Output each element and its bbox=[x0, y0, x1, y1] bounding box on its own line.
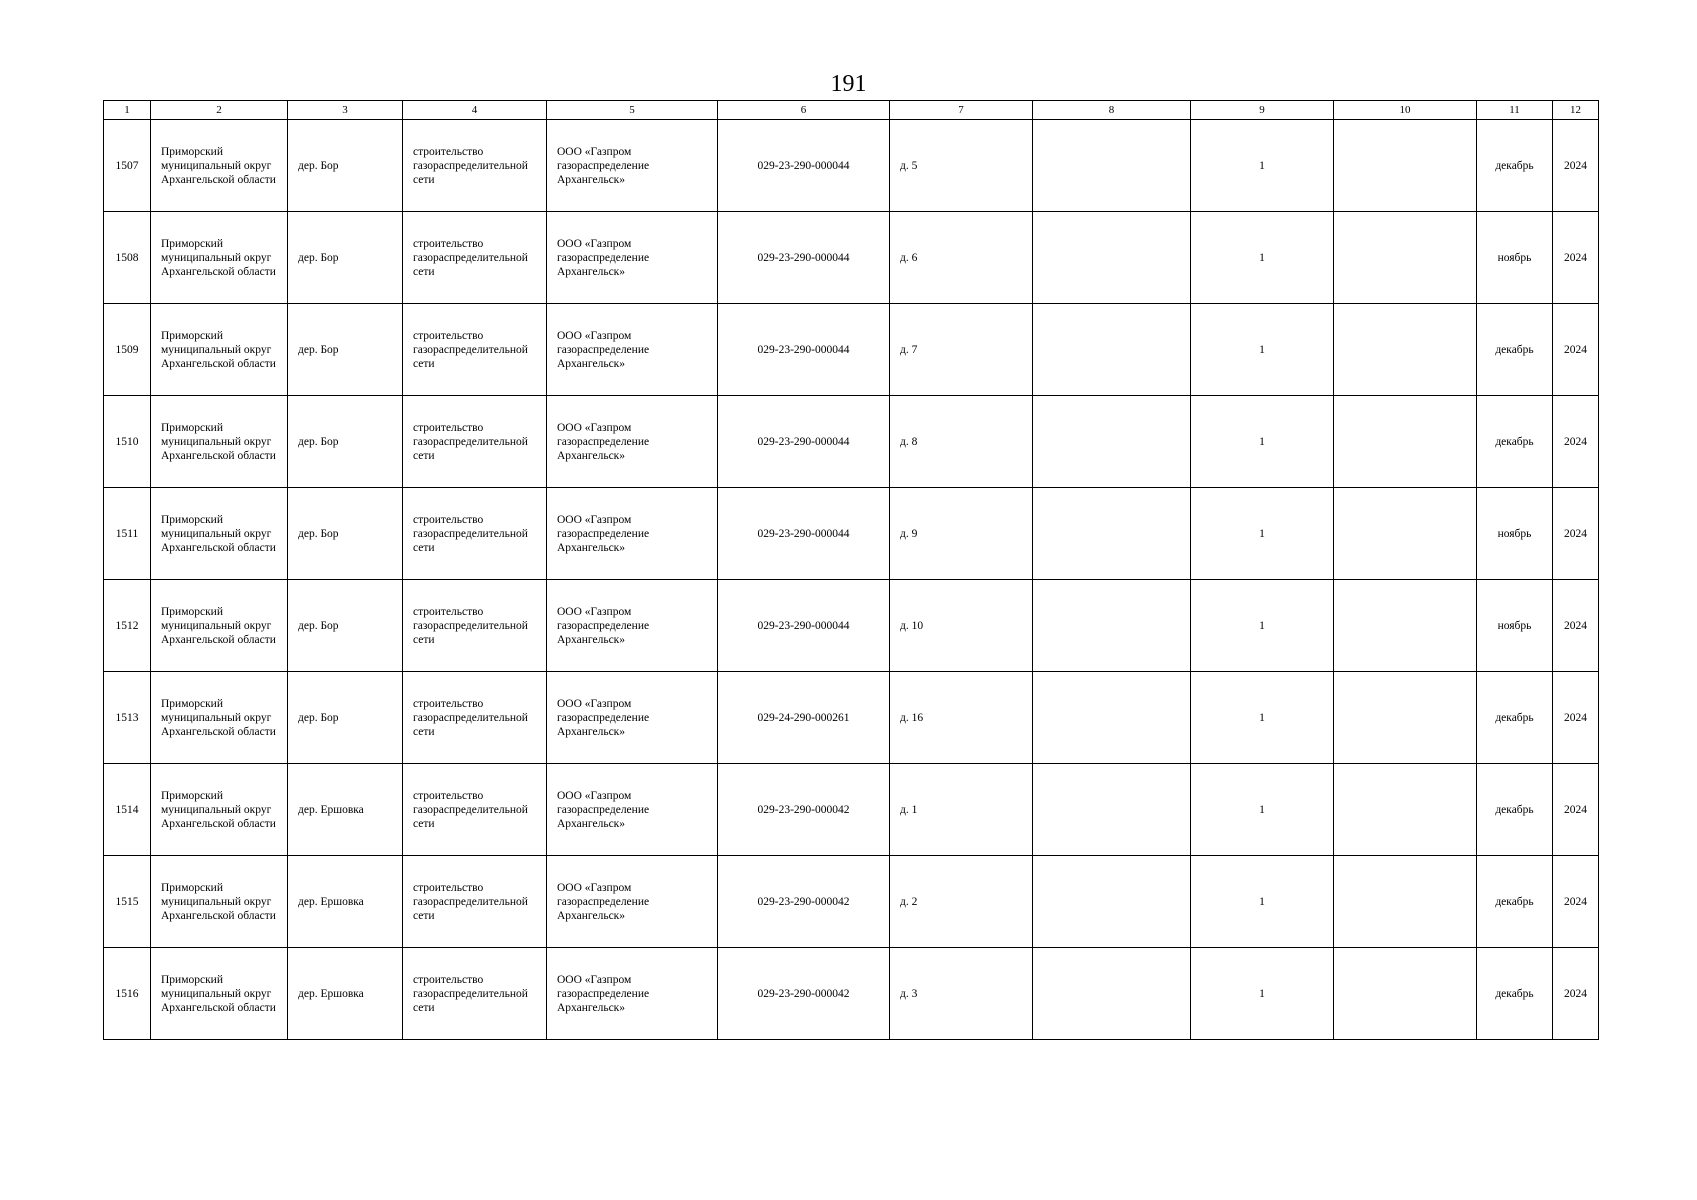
organization-cell: ООО «Газпром газораспределение Архангельск» bbox=[547, 304, 718, 396]
work-type-cell: строительство газораспределительной сети bbox=[403, 488, 547, 580]
work-type-cell: строительство газораспределительной сети bbox=[403, 856, 547, 948]
quantity-cell: 1 bbox=[1191, 856, 1334, 948]
registry-code-cell: 029-23-290-000042 bbox=[718, 856, 890, 948]
table-row bbox=[104, 212, 1599, 304]
column-8-cell bbox=[1033, 948, 1191, 1040]
year-cell: 2024 bbox=[1553, 672, 1599, 764]
work-type-cell: строительство газораспределительной сети bbox=[403, 764, 547, 856]
month-cell: декабрь bbox=[1477, 672, 1553, 764]
district-cell: Приморский муниципальный округ Архангельской области bbox=[151, 856, 288, 948]
column-8-cell bbox=[1033, 212, 1191, 304]
work-type-cell: строительство газораспределительной сети bbox=[403, 672, 547, 764]
locality-cell: дер. Бор bbox=[288, 120, 403, 212]
column-10-cell bbox=[1334, 764, 1477, 856]
row-number-cell: 1508 bbox=[104, 212, 151, 304]
table-row bbox=[104, 396, 1599, 488]
house-cell: д. 2 bbox=[890, 856, 1033, 948]
quantity-cell: 1 bbox=[1191, 120, 1334, 212]
row-number-cell: 1511 bbox=[104, 488, 151, 580]
row-number-cell: 1513 bbox=[104, 672, 151, 764]
column-10-cell bbox=[1334, 120, 1477, 212]
column-header: 8 bbox=[1033, 101, 1191, 120]
row-number-cell: 1514 bbox=[104, 764, 151, 856]
organization-cell: ООО «Газпром газораспределение Архангельск» bbox=[547, 396, 718, 488]
locality-cell: дер. Бор bbox=[288, 580, 403, 672]
column-header: 7 bbox=[890, 101, 1033, 120]
month-cell: декабрь bbox=[1477, 120, 1553, 212]
registry-code-cell: 029-23-290-000042 bbox=[718, 948, 890, 1040]
row-number-cell: 1516 bbox=[104, 948, 151, 1040]
district-cell: Приморский муниципальный округ Архангельской области bbox=[151, 580, 288, 672]
column-header: 4 bbox=[403, 101, 547, 120]
column-8-cell bbox=[1033, 304, 1191, 396]
locality-cell: дер. Бор bbox=[288, 672, 403, 764]
registry-table bbox=[103, 100, 1599, 1040]
column-8-cell bbox=[1033, 580, 1191, 672]
house-cell: д. 6 bbox=[890, 212, 1033, 304]
header-row bbox=[104, 101, 1599, 120]
organization-cell: ООО «Газпром газораспределение Архангельск» bbox=[547, 672, 718, 764]
locality-cell: дер. Бор bbox=[288, 396, 403, 488]
row-number-cell: 1507 bbox=[104, 120, 151, 212]
row-number-cell: 1510 bbox=[104, 396, 151, 488]
year-cell: 2024 bbox=[1553, 304, 1599, 396]
column-header: 1 bbox=[104, 101, 151, 120]
row-number-cell: 1512 bbox=[104, 580, 151, 672]
district-cell: Приморский муниципальный округ Архангельской области bbox=[151, 396, 288, 488]
year-cell: 2024 bbox=[1553, 948, 1599, 1040]
district-cell: Приморский муниципальный округ Архангельской области bbox=[151, 764, 288, 856]
column-header: 11 bbox=[1477, 101, 1553, 120]
year-cell: 2024 bbox=[1553, 764, 1599, 856]
table-row bbox=[104, 764, 1599, 856]
column-header: 12 bbox=[1553, 101, 1599, 120]
quantity-cell: 1 bbox=[1191, 396, 1334, 488]
table-row bbox=[104, 856, 1599, 948]
table-row bbox=[104, 488, 1599, 580]
registry-code-cell: 029-23-290-000042 bbox=[718, 764, 890, 856]
organization-cell: ООО «Газпром газораспределение Архангельск» bbox=[547, 580, 718, 672]
district-cell: Приморский муниципальный округ Архангельской области bbox=[151, 304, 288, 396]
locality-cell: дер. Бор bbox=[288, 212, 403, 304]
registry-code-cell: 029-23-290-000044 bbox=[718, 488, 890, 580]
table-row bbox=[104, 120, 1599, 212]
year-cell: 2024 bbox=[1553, 396, 1599, 488]
work-type-cell: строительство газораспределительной сети bbox=[403, 580, 547, 672]
column-10-cell bbox=[1334, 304, 1477, 396]
column-header: 6 bbox=[718, 101, 890, 120]
table-body bbox=[104, 120, 1599, 1040]
organization-cell: ООО «Газпром газораспределение Архангельск» bbox=[547, 856, 718, 948]
organization-cell: ООО «Газпром газораспределение Архангельск» bbox=[547, 764, 718, 856]
column-10-cell bbox=[1334, 948, 1477, 1040]
quantity-cell: 1 bbox=[1191, 672, 1334, 764]
column-8-cell bbox=[1033, 120, 1191, 212]
locality-cell: дер. Ершовка bbox=[288, 856, 403, 948]
quantity-cell: 1 bbox=[1191, 948, 1334, 1040]
column-header: 3 bbox=[288, 101, 403, 120]
quantity-cell: 1 bbox=[1191, 764, 1334, 856]
registry-code-cell: 029-23-290-000044 bbox=[718, 304, 890, 396]
district-cell: Приморский муниципальный округ Архангельской области bbox=[151, 488, 288, 580]
table-row bbox=[104, 948, 1599, 1040]
column-8-cell bbox=[1033, 488, 1191, 580]
district-cell: Приморский муниципальный округ Архангельской области bbox=[151, 212, 288, 304]
column-header: 10 bbox=[1334, 101, 1477, 120]
column-header: 2 bbox=[151, 101, 288, 120]
page-number: 191 bbox=[830, 71, 867, 97]
table-row bbox=[104, 304, 1599, 396]
column-8-cell bbox=[1033, 856, 1191, 948]
locality-cell: дер. Ершовка bbox=[288, 948, 403, 1040]
work-type-cell: строительство газораспределительной сети bbox=[403, 948, 547, 1040]
work-type-cell: строительство газораспределительной сети bbox=[403, 304, 547, 396]
row-number-cell: 1509 bbox=[104, 304, 151, 396]
column-8-cell bbox=[1033, 672, 1191, 764]
registry-code-cell: 029-23-290-000044 bbox=[718, 396, 890, 488]
month-cell: декабрь bbox=[1477, 948, 1553, 1040]
row-number-cell: 1515 bbox=[104, 856, 151, 948]
registry-code-cell: 029-23-290-000044 bbox=[718, 580, 890, 672]
work-type-cell: строительство газораспределительной сети bbox=[403, 120, 547, 212]
year-cell: 2024 bbox=[1553, 856, 1599, 948]
column-10-cell bbox=[1334, 672, 1477, 764]
registry-code-cell: 029-23-290-000044 bbox=[718, 212, 890, 304]
locality-cell: дер. Бор bbox=[288, 488, 403, 580]
column-header: 5 bbox=[547, 101, 718, 120]
month-cell: ноябрь bbox=[1477, 488, 1553, 580]
organization-cell: ООО «Газпром газораспределение Архангельск» bbox=[547, 488, 718, 580]
organization-cell: ООО «Газпром газораспределение Архангельск» bbox=[547, 948, 718, 1040]
house-cell: д. 16 bbox=[890, 672, 1033, 764]
quantity-cell: 1 bbox=[1191, 212, 1334, 304]
table-row bbox=[104, 580, 1599, 672]
month-cell: ноябрь bbox=[1477, 580, 1553, 672]
registry-code-cell: 029-23-290-000044 bbox=[718, 120, 890, 212]
year-cell: 2024 bbox=[1553, 120, 1599, 212]
district-cell: Приморский муниципальный округ Архангельской области bbox=[151, 120, 288, 212]
work-type-cell: строительство газораспределительной сети bbox=[403, 396, 547, 488]
month-cell: декабрь bbox=[1477, 856, 1553, 948]
house-cell: д. 1 bbox=[890, 764, 1033, 856]
house-cell: д. 5 bbox=[890, 120, 1033, 212]
year-cell: 2024 bbox=[1553, 212, 1599, 304]
house-cell: д. 3 bbox=[890, 948, 1033, 1040]
quantity-cell: 1 bbox=[1191, 580, 1334, 672]
month-cell: декабрь bbox=[1477, 396, 1553, 488]
year-cell: 2024 bbox=[1553, 580, 1599, 672]
work-type-cell: строительство газораспределительной сети bbox=[403, 212, 547, 304]
quantity-cell: 1 bbox=[1191, 488, 1334, 580]
locality-cell: дер. Ершовка bbox=[288, 764, 403, 856]
house-cell: д. 9 bbox=[890, 488, 1033, 580]
table-row bbox=[104, 672, 1599, 764]
registry-code-cell: 029-24-290-000261 bbox=[718, 672, 890, 764]
column-10-cell bbox=[1334, 212, 1477, 304]
column-8-cell bbox=[1033, 396, 1191, 488]
column-10-cell bbox=[1334, 580, 1477, 672]
district-cell: Приморский муниципальный округ Архангельской области bbox=[151, 948, 288, 1040]
year-cell: 2024 bbox=[1553, 488, 1599, 580]
column-10-cell bbox=[1334, 856, 1477, 948]
house-cell: д. 8 bbox=[890, 396, 1033, 488]
locality-cell: дер. Бор bbox=[288, 304, 403, 396]
column-10-cell bbox=[1334, 396, 1477, 488]
house-cell: д. 7 bbox=[890, 304, 1033, 396]
organization-cell: ООО «Газпром газораспределение Архангельск» bbox=[547, 212, 718, 304]
month-cell: декабрь bbox=[1477, 304, 1553, 396]
column-8-cell bbox=[1033, 764, 1191, 856]
month-cell: ноябрь bbox=[1477, 212, 1553, 304]
district-cell: Приморский муниципальный округ Архангельской области bbox=[151, 672, 288, 764]
column-header: 9 bbox=[1191, 101, 1334, 120]
month-cell: декабрь bbox=[1477, 764, 1553, 856]
column-10-cell bbox=[1334, 488, 1477, 580]
house-cell: д. 10 bbox=[890, 580, 1033, 672]
quantity-cell: 1 bbox=[1191, 304, 1334, 396]
organization-cell: ООО «Газпром газораспределение Архангельск» bbox=[547, 120, 718, 212]
